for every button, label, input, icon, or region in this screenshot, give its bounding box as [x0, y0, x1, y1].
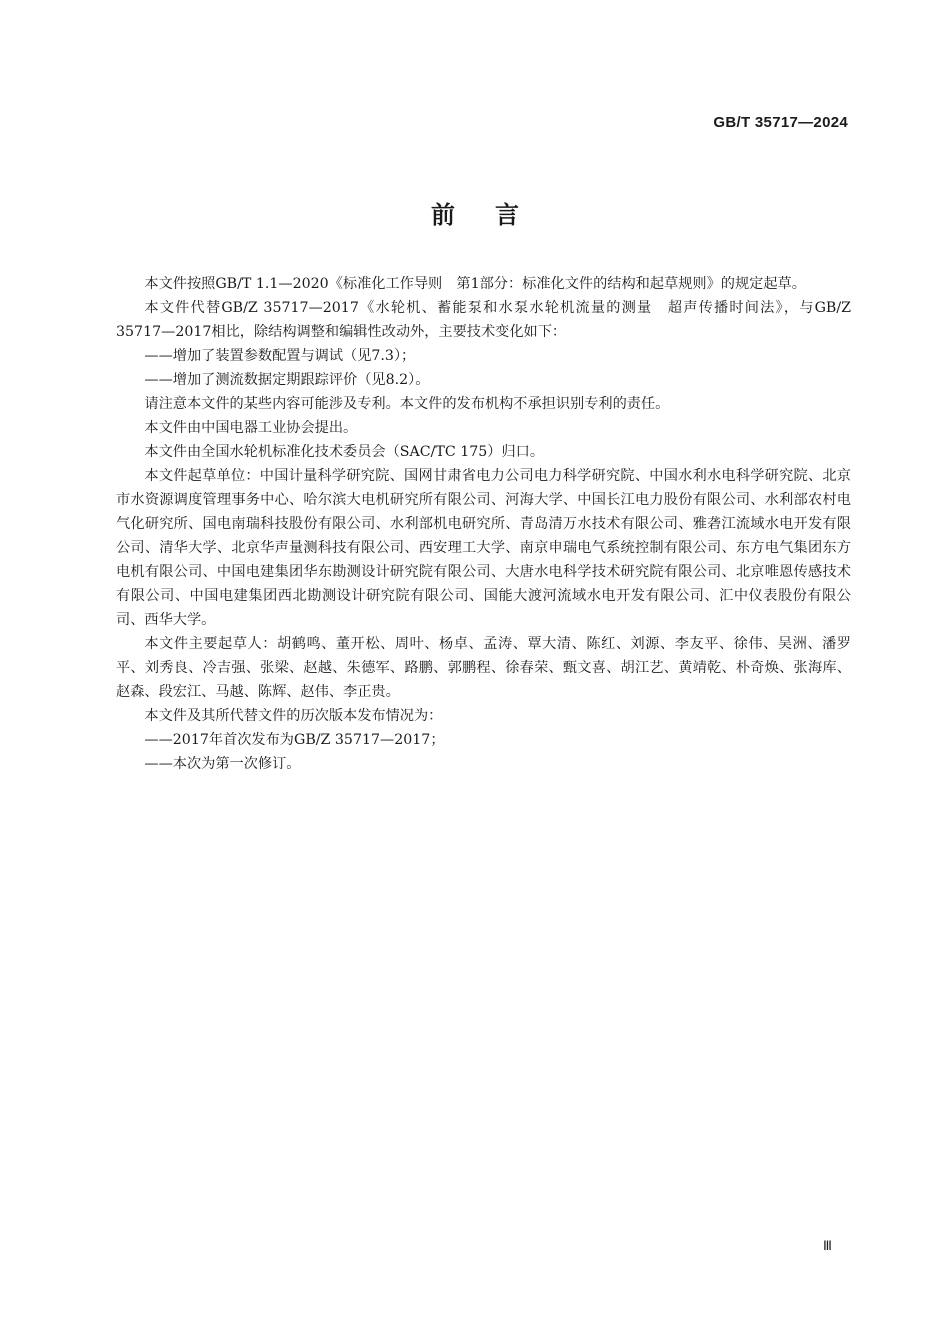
- paragraph-drafters: 本文件主要起草人：胡鹤鸣、董开松、周叶、杨卓、孟涛、覃大清、陈红、刘源、李友平、徐伟、吴洲、潘罗平、刘秀良、冷吉强、张梁、赵越、朱德军、路鹏、郭鹏程、徐春荣、甄文喜、胡江艺、黄靖乾、朴奇焕、张海库、赵森、段宏江、马越、陈辉、赵伟、李正贵。: [116, 636, 851, 700]
- history-item: ——2017年首次发布为GB/Z 35717—2017；: [144, 732, 445, 748]
- change-item: ——增加了装置参数配置与调试（见7.3）；: [144, 348, 416, 364]
- paragraph-committee: 本文件由全国水轮机标准化技术委员会（SAC/TC 175）归口。: [144, 444, 545, 460]
- paragraph-replacement: 本文件代替GB/Z 35717—2017《水轮机、蓄能泵和水泵水轮机流量的测量 超声传播时间法》，与GB/Z 35717—2017相比，除结构调整和编辑性改动外，主要技术变化如下：: [116, 300, 851, 340]
- change-item: ——增加了测流数据定期跟踪评价（见8.2）。: [144, 372, 430, 388]
- standard-code: GB/T 35717—2024: [713, 114, 848, 131]
- paragraph-proposer: 本文件由中国电器工业协会提出。: [144, 420, 358, 436]
- paragraph-version-history: 本文件及其所代替文件的历次版本发布情况为：: [144, 708, 443, 724]
- paragraph-drafting-units: 本文件起草单位：中国计量科学研究院、国网甘肃省电力公司电力科学研究院、中国水利水电科学研究院、北京市水资源调度管理事务中心、哈尔滨大电机研究所有限公司、河海大学、中国长江电力股份有限公司、水利部农村电气化研究所、国电南瑞科技股份有限公司、水利部机电研究所、青岛清万水技术有限公司、雅砻江流域水电开发有限公司、清华大学、北京华声量测科技有限公司、西安理工大学、南京申瑞电气系统控制有限公司、东方电气集团东方电机有限公司、中国电建集团华东勘测设计研究院有限公司、大唐水电科学技术研究院有限公司、北京唯恩传感技术有限公司、中国电建集团西北勘测设计研究院有限公司、国能大渡河流域水电开发有限公司、汇中仪表股份有限公司、西华大学。: [116, 468, 851, 628]
- page-number: Ⅲ: [823, 1238, 832, 1253]
- paragraph-drafting-basis: 本文件按照GB/T 1.1—2020《标准化工作导则 第1部分：标准化文件的结构和起草规则》的规定起草。: [144, 276, 806, 292]
- document-body: [116, 272, 851, 776]
- history-item: ——本次为第一次修订。: [144, 756, 301, 772]
- paragraph-patent-notice: 请注意本文件的某些内容可能涉及专利。本文件的发布机构不承担识别专利的责任。: [144, 396, 670, 412]
- page-title: 前言: [431, 201, 559, 229]
